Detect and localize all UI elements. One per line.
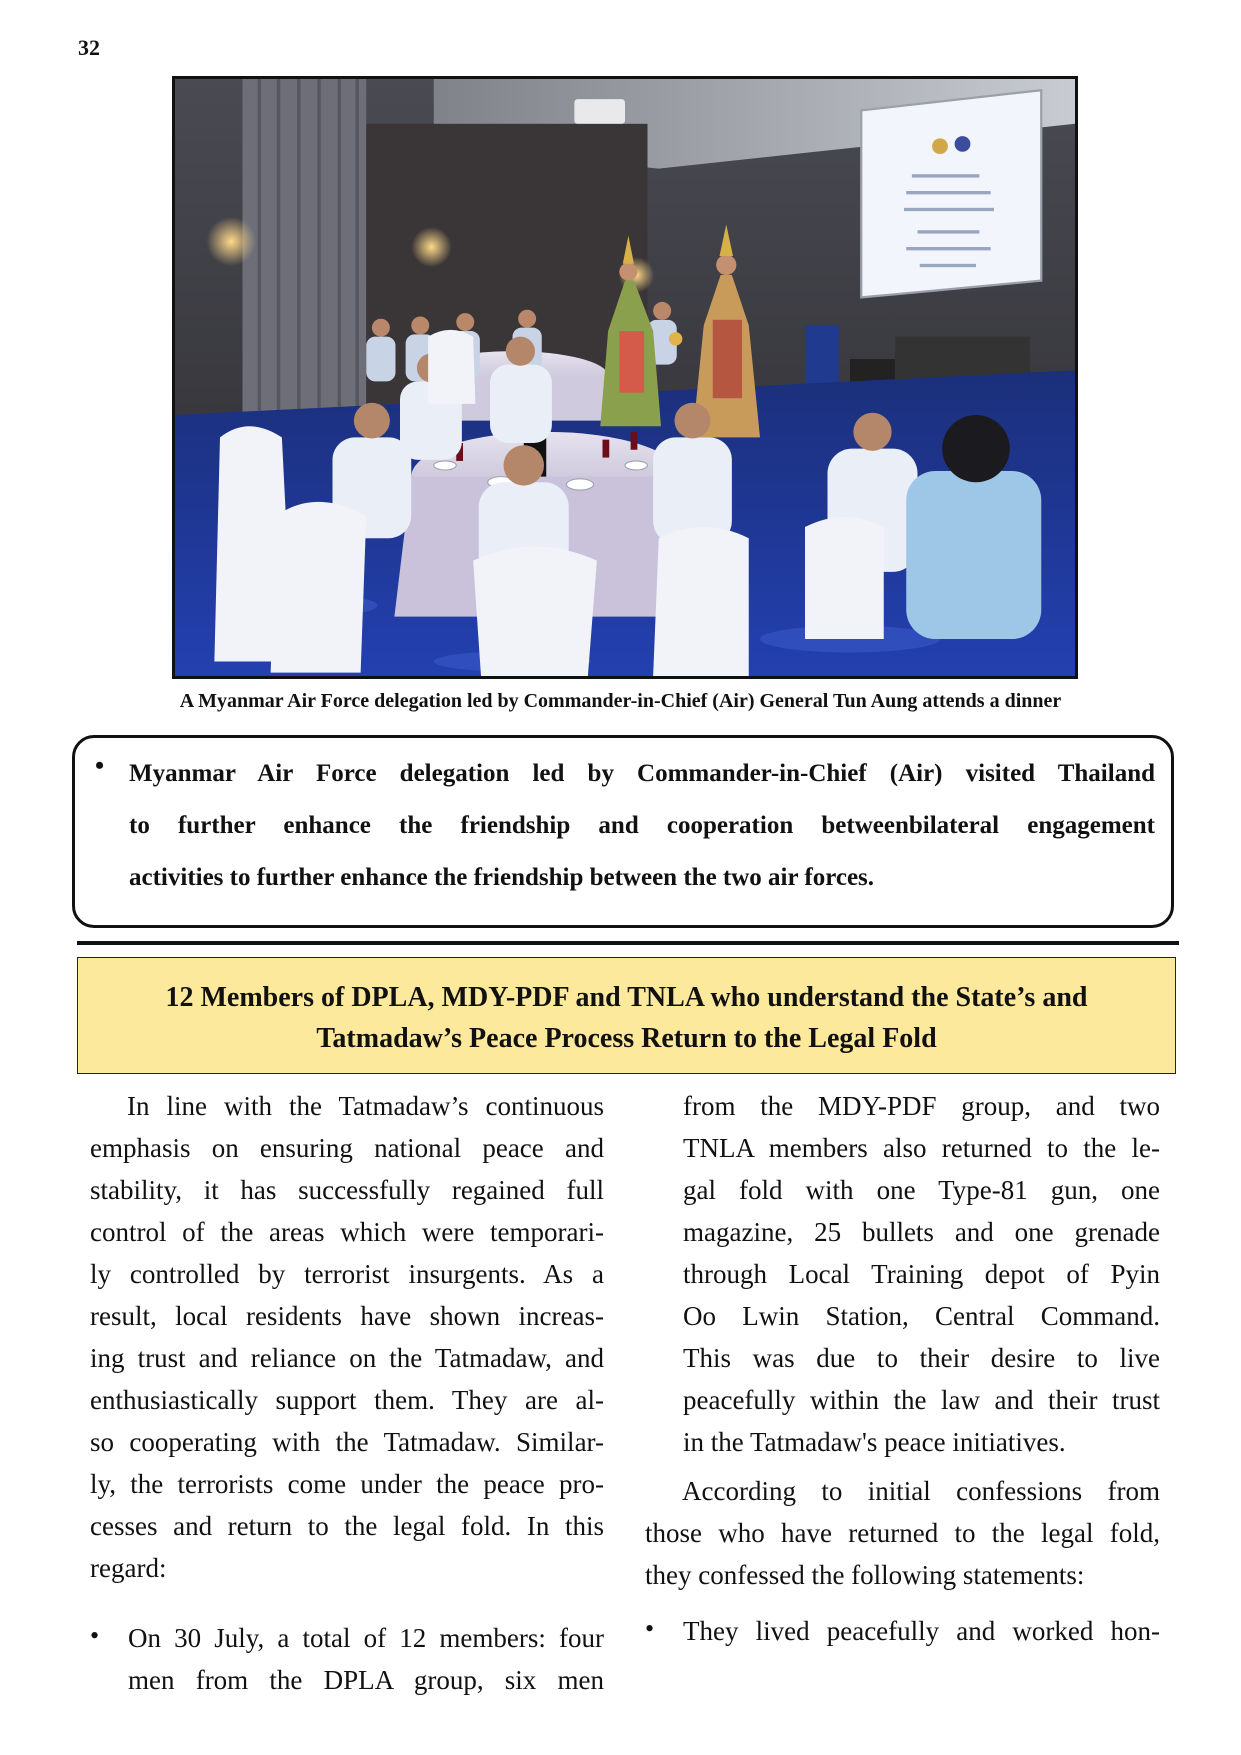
text-line: enthusiastically support them. They are al- (90, 1385, 604, 1415)
article-heading (77, 957, 1176, 1074)
text-line: those who have returned to the legal fold, (645, 1518, 1160, 1548)
text-line: regard: (90, 1553, 167, 1583)
text-line: peacefully within the law and their trust (683, 1385, 1160, 1415)
text-line: men from the DPLA group, six men (128, 1665, 604, 1695)
highlight-line: to further enhance the friendship and cooperation betweenbilateral engagement (129, 812, 1155, 839)
text-line: In line with the Tatmadaw’s continuous (127, 1091, 604, 1121)
heading-line: 12 Members of DPLA, MDY-PDF and TNLA who understand the State’s and (165, 982, 1088, 1013)
intro-paragraph (90, 1085, 604, 1589)
text-line: Oo Lwin Station, Central Command. (683, 1301, 1160, 1331)
text-line: According to initial confessions from (682, 1476, 1160, 1506)
text-line: ly controlled by terrorist insurgents. As a (90, 1259, 604, 1289)
text-line: They lived peacefully and worked hon- (683, 1616, 1160, 1646)
text-line: gal fold with one Type-81 gun, one (683, 1175, 1160, 1205)
text-line: result, local residents have shown increas- (90, 1301, 604, 1331)
banquet-photo (172, 76, 1078, 679)
text-line: On 30 July, a total of 12 members: four (128, 1623, 604, 1653)
highlight-line: Myanmar Air Force delegation led by Commander-in-Chief (Air) visited Thailand (129, 760, 1155, 787)
page-number: 32 (78, 35, 100, 60)
bullet-item (683, 1610, 1160, 1652)
text-line: TNLA members also returned to the le- (683, 1133, 1160, 1163)
highlight-line: activities to further enhance the friendship between the two air forces. (129, 864, 875, 891)
text-line: control of the areas which were temporari- (90, 1217, 604, 1247)
photo-caption: A Myanmar Air Force delegation led by Commander-in-Chief (Air) General Tun Aung attends a dinner (179, 690, 1062, 712)
text-line: in the Tatmadaw's peace initiatives. (683, 1427, 1066, 1457)
text-line: through Local Training depot of Pyin (683, 1259, 1160, 1289)
section-divider (77, 941, 1179, 945)
text-line: ly, the terrorists come under the peace pro- (90, 1469, 604, 1499)
highlight-box (72, 735, 1174, 928)
bullet-icon: • (90, 1621, 100, 1650)
text-line: ing trust and reliance on the Tatmadaw, and (90, 1343, 604, 1373)
text-line: stability, it has successfully regained full (90, 1175, 604, 1205)
text-line: cesses and return to the legal fold. In this (90, 1511, 604, 1541)
bullet-item (128, 1617, 604, 1701)
highlight-text (129, 748, 1155, 904)
text-line: emphasis on ensuring national peace and (90, 1133, 604, 1163)
text-line: they confessed the following statements: (645, 1560, 1085, 1590)
bullet-icon: • (95, 751, 105, 780)
text-line: This was due to their desire to live (683, 1343, 1160, 1373)
banquet-photo-illustration (175, 79, 1075, 676)
heading-line: Tatmadaw’s Peace Process Return to the Legal Fold (316, 1023, 937, 1054)
right-column-continuation (683, 1085, 1160, 1463)
bullet-icon: • (645, 1614, 655, 1643)
text-line: from the MDY-PDF group, and two (683, 1091, 1160, 1121)
text-line: so cooperating with the Tatmadaw. Similar- (90, 1427, 604, 1457)
confession-paragraph (645, 1470, 1160, 1596)
text-line: magazine, 25 bullets and one grenade (683, 1217, 1160, 1247)
left-column (90, 1085, 604, 1589)
